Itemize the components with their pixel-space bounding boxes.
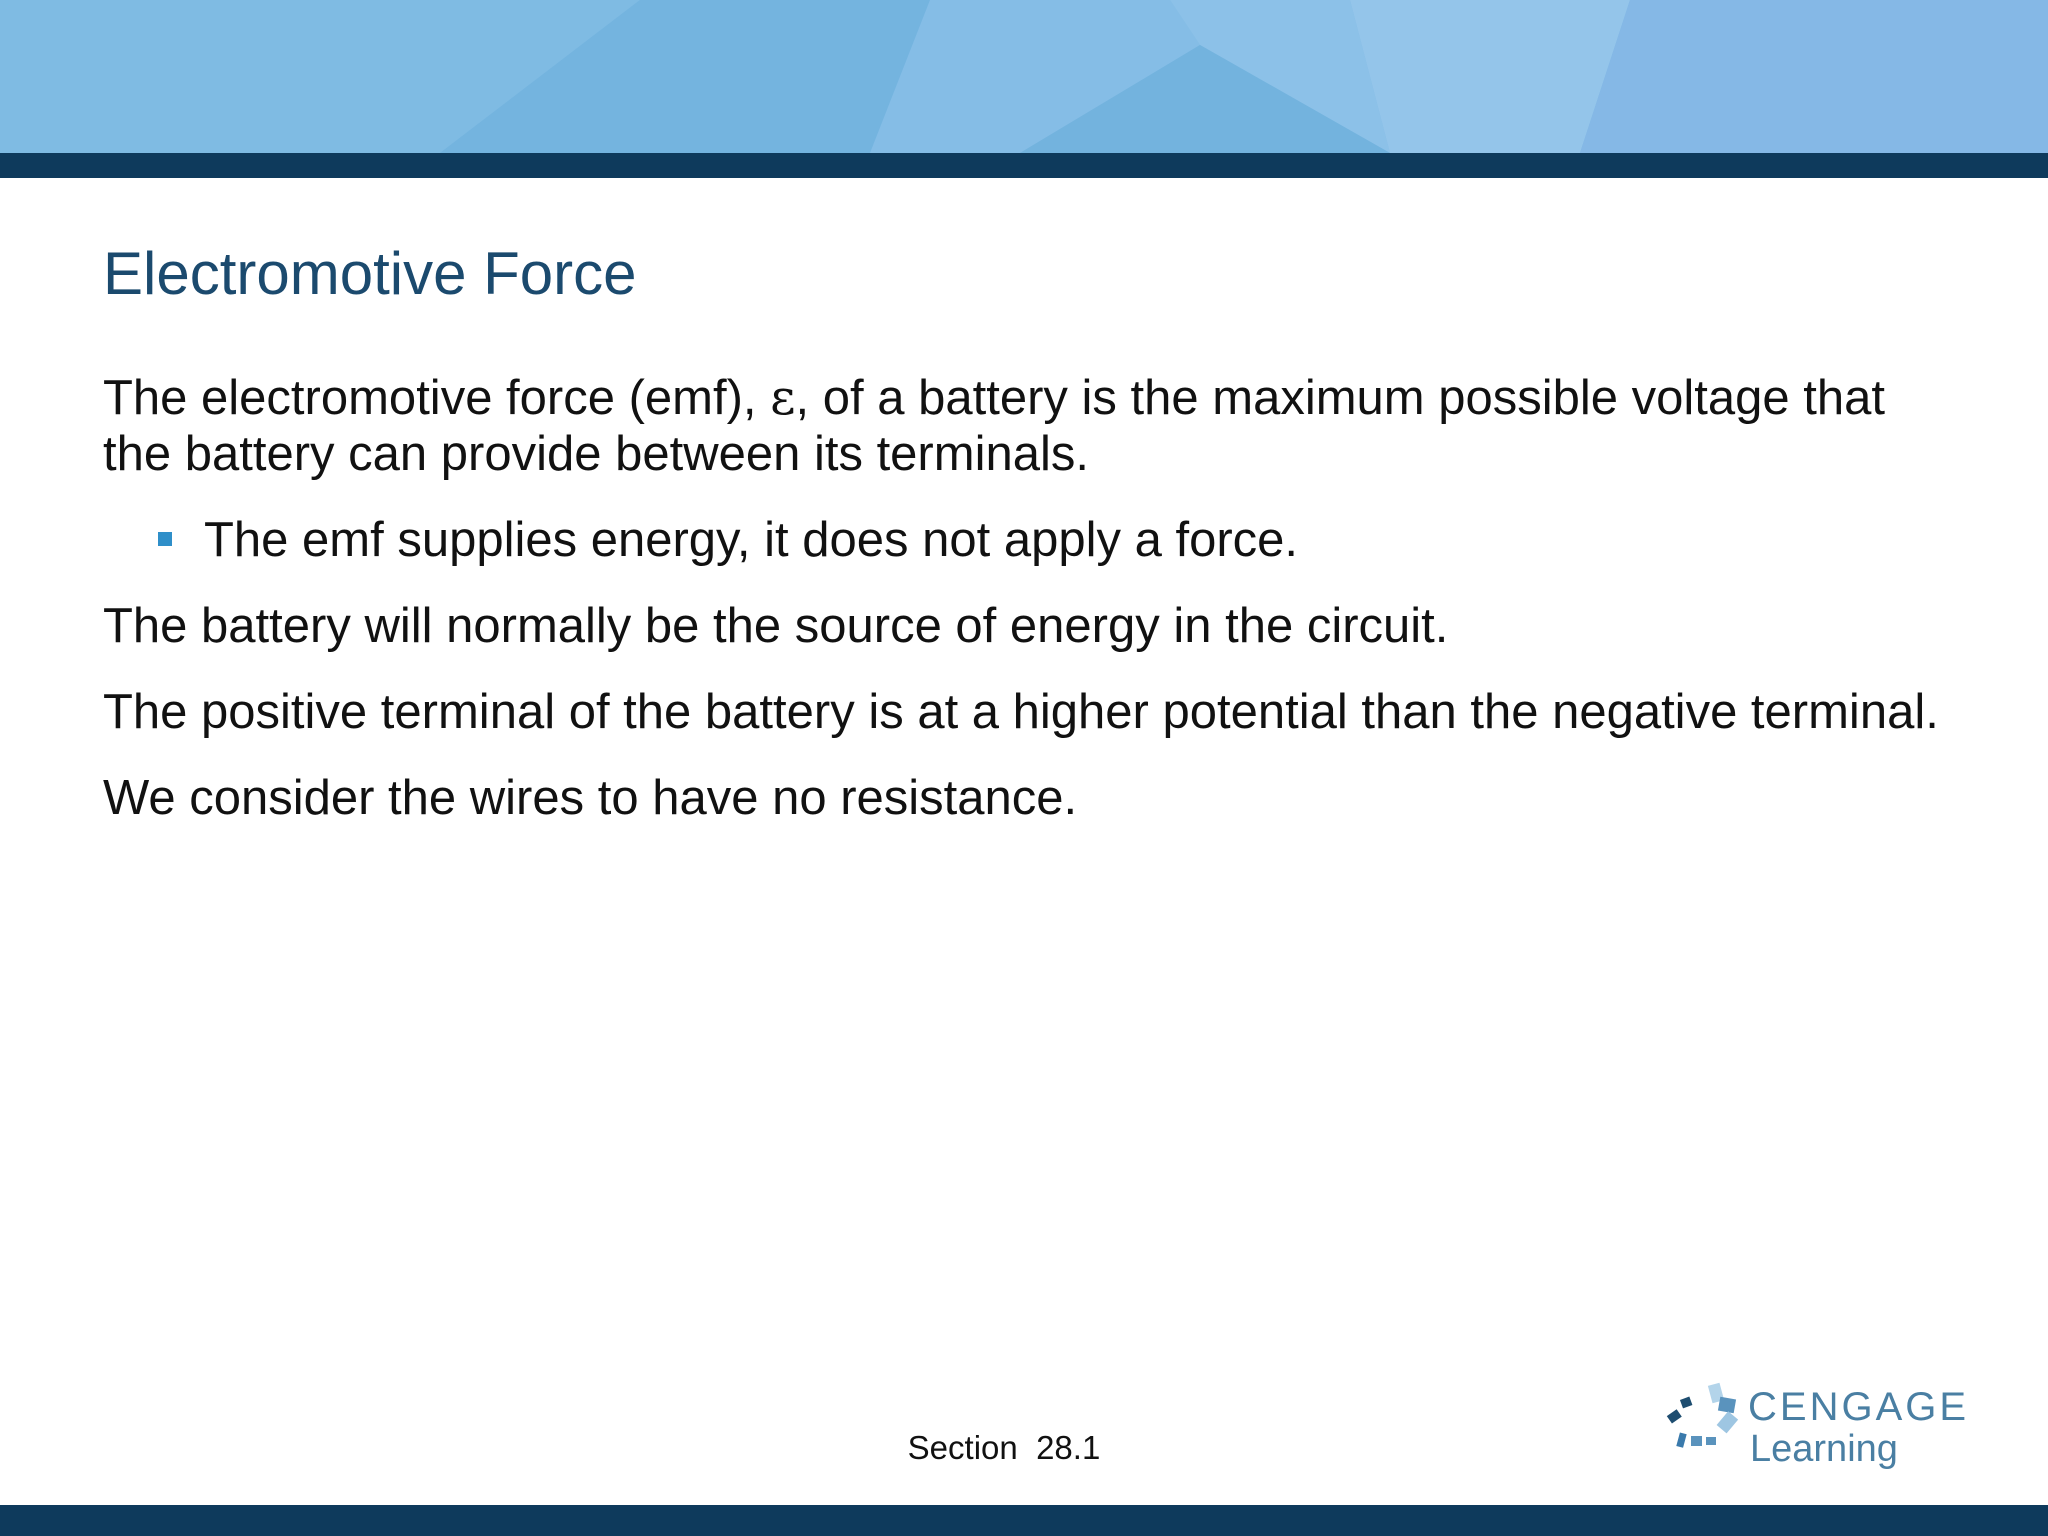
paragraph-terminal-potential: The positive terminal of the battery is at a higher potential than the negative terminal. <box>103 685 1939 739</box>
slide-title: Electromotive Force <box>103 240 637 307</box>
paragraph-emf-definition <box>103 370 1963 482</box>
epsilon-symbol: ε <box>770 369 796 426</box>
bullet-item-text: The emf supplies energy, it does not apply a force. <box>204 513 1299 567</box>
paragraph-emf-definition-start: The electromotive force (emf), <box>103 371 771 425</box>
cengage-logo-icon <box>1660 1380 1740 1480</box>
square-bullet-icon <box>158 532 172 546</box>
cengage-learning-logo <box>1660 1380 1970 1480</box>
slide-body <box>103 370 1963 856</box>
header-banner-pattern <box>0 0 2048 153</box>
paragraph-wire-resistance: We consider the wires to have no resistance. <box>103 771 1078 825</box>
header-banner <box>0 0 2048 153</box>
section-label: Section 28.1 <box>907 1429 1101 1466</box>
footer-stripe <box>0 1505 2048 1536</box>
paragraph-energy-source: The battery will normally be the source of energy in the circuit. <box>103 599 1449 653</box>
logo-wordmark-learning: Learning <box>1750 1428 1898 1470</box>
logo-wordmark-cengage: CENGAGE <box>1748 1385 1970 1429</box>
paragraph-emf-definition-end: , of a battery is the maximum possible voltage that the battery can provide between its terminals. <box>103 371 1885 481</box>
header-stripe <box>0 153 2048 178</box>
bullet-item <box>103 512 1963 568</box>
